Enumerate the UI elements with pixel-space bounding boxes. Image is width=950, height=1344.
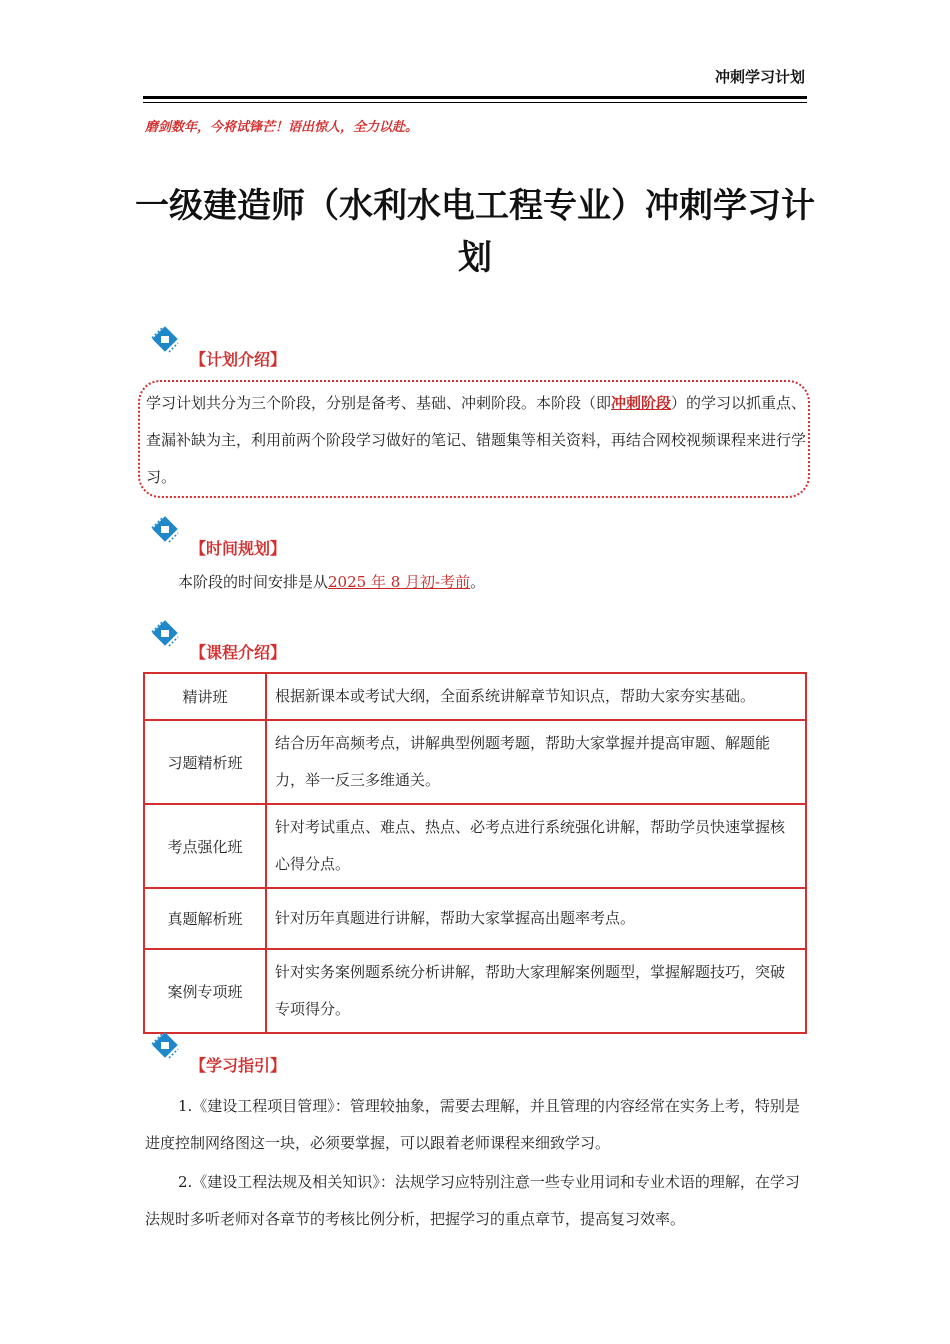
section-heading-time: 【时间规划】 <box>190 539 287 558</box>
guide-item: 1.《建设工程项目管理》：管理较抽象，需要去理解，并且管理的内容经常在实务上考，特别是进度控制网络图这一块，必须要掌握，可以跟着老师课程来细致学习。 <box>145 1097 800 1152</box>
course-name: 习题精析班 <box>144 720 266 804</box>
page-header <box>143 66 807 99</box>
course-name: 考点强化班 <box>144 804 266 888</box>
intro-highlight: 冲刺阶段 <box>611 394 672 412</box>
document-title: 一级建造师（水利水电工程专业）冲刺学习计划 <box>135 186 815 278</box>
motto: 磨剑数年，今将试锋芒！语出惊人，全力以赴。 <box>145 120 419 135</box>
course-name: 精讲班 <box>144 673 266 720</box>
section-heading-intro: 【计划介绍】 <box>190 350 287 369</box>
course-desc: 结合历年高频考点，讲解典型例题考题，帮助大家掌握并提高审题、解题能力，举一反三多维通关。 <box>266 720 806 804</box>
course-desc: 针对历年真题进行讲解，帮助大家掌握高出题率考点。 <box>266 888 806 949</box>
section-diamond-icon <box>148 322 182 356</box>
table-row <box>144 804 806 888</box>
table-row <box>144 673 806 720</box>
section-diamond-icon <box>148 616 182 650</box>
table-row <box>144 949 806 1033</box>
table-row <box>144 888 806 949</box>
table-row <box>144 720 806 804</box>
time-value: 2025 年 8 月初-考前 <box>328 573 471 591</box>
section-diamond-icon <box>148 1028 182 1062</box>
course-name: 案例专项班 <box>144 949 266 1033</box>
course-desc: 根据新课本或考试大纲，全面系统讲解章节知识点，帮助大家夯实基础。 <box>266 673 806 720</box>
intro-text-before: 学习计划共分为三个阶段，分别是备考、基础、冲刺阶段。本阶段（即 <box>146 394 612 412</box>
time-text-before: 本阶段的时间安排是从 <box>178 573 329 591</box>
section-heading-courses: 【课程介绍】 <box>190 643 287 662</box>
course-name: 真题解析班 <box>144 888 266 949</box>
time-text-after: 。 <box>470 573 486 591</box>
course-desc: 针对考试重点、难点、热点、必考点进行系统强化讲解，帮助学员快速掌握核心得分点。 <box>266 804 806 888</box>
section-diamond-icon <box>148 512 182 546</box>
intro-text <box>146 385 808 496</box>
section-heading-guide: 【学习指引】 <box>190 1056 287 1075</box>
header-title: 冲刺学习计划 <box>714 68 805 86</box>
courses-table <box>143 672 807 1034</box>
intro-text-after: ）的学习以抓重点、查漏补缺为主，利用前两个阶段学习做好的笔记、错题集等相关资料，再结合网校视频课程来进行学习。 <box>146 394 807 486</box>
time-text <box>178 570 485 594</box>
guide-item: 2.《建设工程法规及相关知识》：法规学习应特别注意一些专业用词和专业术语的理解，在学习法规时多听老师对各章节的考核比例分析，把握学习的重点章节，提高复习效率。 <box>145 1173 800 1228</box>
course-desc: 针对实务案例题系统分析讲解，帮助大家理解案例题型，掌握解题技巧，突破专项得分。 <box>266 949 806 1033</box>
